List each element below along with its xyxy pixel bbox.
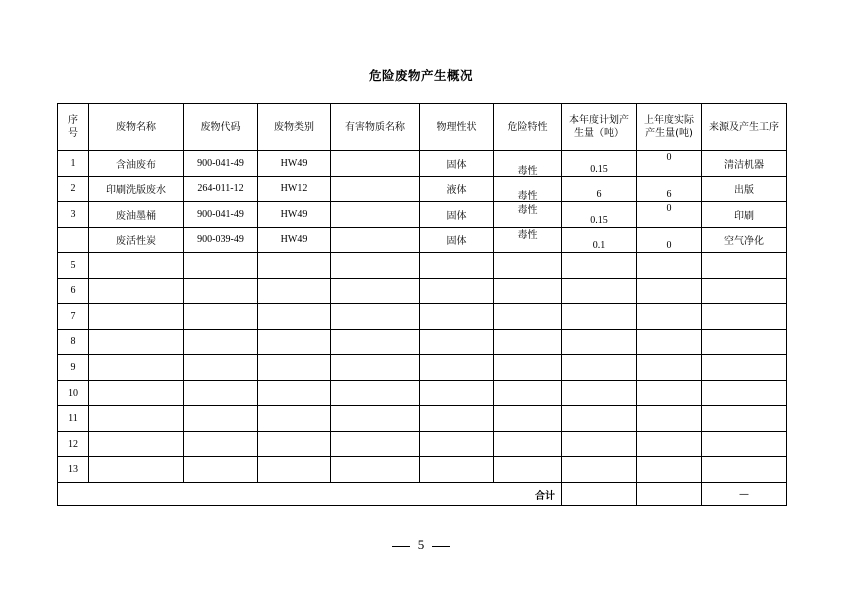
table-row: [58, 304, 787, 330]
cell-hazard-substance: [331, 151, 420, 177]
header-category: 废物类别: [258, 104, 331, 151]
source-value: 清洁机器: [724, 159, 764, 171]
plan-output-value: 0.15: [590, 163, 608, 175]
header-hazard-property: 危险特性: [494, 104, 562, 151]
page-number-value: 5: [417, 537, 425, 552]
cell-plan-output: [562, 176, 637, 202]
source-value: 空气净化: [724, 236, 764, 248]
table-row: [58, 227, 787, 253]
cell-plan-output: [562, 253, 637, 279]
code-value: 900-041-49: [197, 157, 244, 169]
source-value: 出版: [734, 185, 754, 197]
header-hazard-substance: 有害物质名称: [331, 104, 420, 151]
cell-hazard-property: [494, 329, 562, 355]
physical-state-value: 液体: [446, 185, 467, 197]
cell-code: [184, 227, 258, 253]
cell-code: [184, 406, 258, 432]
hazard-property-value: 毒性: [517, 191, 538, 202]
last-output-value: 0: [666, 240, 672, 252]
cell-hazard-substance: [331, 329, 420, 355]
cell-code: [184, 151, 258, 177]
cell-hazard-property: [494, 176, 562, 202]
cell-category: [258, 176, 331, 202]
total-source: —: [702, 483, 787, 506]
category-value: HW49: [280, 157, 308, 169]
seq-value: 5: [70, 259, 76, 271]
physical-state-value: 固体: [446, 236, 467, 248]
cell-category: [258, 304, 331, 330]
table-header-row: [58, 104, 787, 151]
cell-last-output: [637, 380, 702, 406]
cell-physical-state: [420, 431, 494, 457]
cell-plan-output: [562, 380, 637, 406]
cell-seq: [58, 253, 89, 279]
name-value: 废活性炭: [116, 236, 156, 248]
cell-seq: [58, 176, 89, 202]
table-row: [58, 176, 787, 202]
cell-name: [89, 227, 184, 253]
category-value: HW49: [280, 234, 308, 246]
cell-name: [89, 431, 184, 457]
cell-code: [184, 329, 258, 355]
hazard-property-value: 毒性: [517, 230, 538, 242]
seq-value: 13: [68, 464, 78, 476]
cell-source: [702, 431, 787, 457]
cell-seq: [58, 457, 89, 483]
cell-seq: [58, 202, 89, 228]
hazard-property-value: 毒性: [517, 204, 538, 216]
plan-output-value: 6: [596, 189, 602, 201]
category-value: HW12: [280, 183, 308, 195]
cell-category: [258, 202, 331, 228]
cell-last-output: [637, 355, 702, 381]
cell-name: [89, 457, 184, 483]
name-value: 废油墨桶: [116, 210, 156, 222]
hazard-property-value: 毒性: [517, 165, 538, 177]
plan-output-value: 0.1: [592, 240, 606, 252]
cell-code: [184, 176, 258, 202]
table-row: [58, 151, 787, 177]
cell-last-output: [637, 202, 702, 228]
cell-hazard-property: [494, 380, 562, 406]
code-value: 900-039-49: [197, 234, 244, 246]
seq-value: 3: [70, 208, 76, 220]
cell-name: [89, 253, 184, 279]
cell-source: [702, 202, 787, 228]
cell-plan-output: [562, 329, 637, 355]
cell-hazard-substance: [331, 227, 420, 253]
seq-value: 6: [70, 285, 76, 297]
cell-hazard-property: [494, 227, 562, 253]
last-output-value: 0: [666, 202, 672, 214]
cell-name: [89, 151, 184, 177]
cell-physical-state: [420, 329, 494, 355]
cell-plan-output: [562, 227, 637, 253]
cell-last-output: [637, 329, 702, 355]
cell-code: [184, 431, 258, 457]
cell-hazard-substance: [331, 380, 420, 406]
cell-seq: [58, 431, 89, 457]
cell-physical-state: [420, 176, 494, 202]
cell-category: [258, 457, 331, 483]
cell-hazard-substance: [331, 202, 420, 228]
cell-seq: [58, 355, 89, 381]
cell-hazard-substance: [331, 431, 420, 457]
cell-category: [258, 278, 331, 304]
seq-value: 8: [70, 336, 76, 348]
cell-hazard-property: [494, 278, 562, 304]
cell-hazard-substance: [331, 355, 420, 381]
cell-source: [702, 380, 787, 406]
cell-seq: [58, 380, 89, 406]
cell-seq: [58, 304, 89, 330]
seq-value: 2: [70, 183, 76, 195]
table-row: [58, 253, 787, 279]
cell-last-output: [637, 304, 702, 330]
cell-code: [184, 355, 258, 381]
cell-source: [702, 355, 787, 381]
cell-physical-state: [420, 278, 494, 304]
cell-source: [702, 304, 787, 330]
header-seq: 序 号: [58, 104, 89, 151]
cell-code: [184, 202, 258, 228]
cell-source: [702, 227, 787, 253]
header-plan-output: 本年度计划产生量（吨）: [562, 104, 637, 151]
seq-value: 9: [70, 362, 76, 374]
cell-physical-state: [420, 304, 494, 330]
code-value: 264-011-12: [197, 183, 244, 195]
page-title: 危险废物产生概况: [368, 68, 473, 83]
cell-plan-output: [562, 202, 637, 228]
seq-value: 7: [70, 310, 76, 322]
cell-physical-state: [420, 227, 494, 253]
seq-value: 11: [68, 413, 78, 425]
cell-category: [258, 355, 331, 381]
cell-hazard-property: [494, 151, 562, 177]
cell-hazard-property: [494, 431, 562, 457]
name-value: 印刷洗版废水: [106, 185, 166, 197]
cell-plan-output: [562, 278, 637, 304]
cell-source: [702, 457, 787, 483]
cell-hazard-substance: [331, 278, 420, 304]
dash-left: [392, 546, 410, 547]
seq-value: 12: [68, 438, 78, 450]
plan-output-value: 0.15: [590, 214, 608, 226]
total-last-output: [637, 483, 702, 506]
cell-source: [702, 176, 787, 202]
cell-category: [258, 431, 331, 457]
cell-category: [258, 151, 331, 177]
cell-physical-state: [420, 380, 494, 406]
page-number: [0, 537, 842, 553]
cell-physical-state: [420, 406, 494, 432]
cell-code: [184, 278, 258, 304]
cell-last-output: [637, 431, 702, 457]
cell-seq: [58, 227, 89, 253]
cell-last-output: [637, 176, 702, 202]
code-value: 900-041-49: [197, 208, 244, 220]
table-row: [58, 431, 787, 457]
cell-physical-state: [420, 151, 494, 177]
cell-hazard-property: [494, 355, 562, 381]
cell-plan-output: [562, 431, 637, 457]
cell-hazard-property: [494, 457, 562, 483]
cell-plan-output: [562, 406, 637, 432]
cell-name: [89, 278, 184, 304]
cell-plan-output: [562, 457, 637, 483]
cell-name: [89, 329, 184, 355]
cell-code: [184, 304, 258, 330]
cell-plan-output: [562, 355, 637, 381]
last-output-value: 0: [666, 151, 672, 163]
cell-last-output: [637, 253, 702, 279]
cell-hazard-property: [494, 202, 562, 228]
cell-category: [258, 253, 331, 279]
cell-code: [184, 380, 258, 406]
physical-state-value: 固体: [446, 159, 467, 171]
seq-value: 10: [68, 387, 78, 399]
hazardous-waste-table: [57, 103, 787, 506]
header-physical-state: 物理性状: [420, 104, 494, 151]
cell-physical-state: [420, 253, 494, 279]
table-row: [58, 278, 787, 304]
cell-physical-state: [420, 457, 494, 483]
cell-code: [184, 457, 258, 483]
cell-hazard-property: [494, 406, 562, 432]
header-name: 废物名称: [89, 104, 184, 151]
cell-source: [702, 329, 787, 355]
table-row: [58, 355, 787, 381]
cell-seq: [58, 151, 89, 177]
cell-hazard-property: [494, 253, 562, 279]
total-row: [58, 483, 787, 506]
cell-category: [258, 406, 331, 432]
cell-last-output: [637, 278, 702, 304]
cell-name: [89, 355, 184, 381]
physical-state-value: 固体: [446, 210, 467, 222]
cell-name: [89, 176, 184, 202]
table-row: [58, 380, 787, 406]
seq-value: 1: [70, 157, 76, 169]
cell-source: [702, 253, 787, 279]
dash-right: [432, 546, 450, 547]
table-row: [58, 406, 787, 432]
cell-hazard-substance: [331, 304, 420, 330]
total-plan-output: [562, 483, 637, 506]
source-value: 印刷: [734, 210, 754, 222]
cell-seq: [58, 278, 89, 304]
table-row: [58, 457, 787, 483]
total-label: 合计: [58, 483, 562, 506]
cell-last-output: [637, 457, 702, 483]
header-source: 来源及产生工序: [702, 104, 787, 151]
cell-name: [89, 406, 184, 432]
header-code: 废物代码: [184, 104, 258, 151]
cell-last-output: [637, 227, 702, 253]
table-row: [58, 329, 787, 355]
cell-hazard-substance: [331, 457, 420, 483]
name-value: 含油废布: [116, 159, 156, 171]
cell-physical-state: [420, 355, 494, 381]
cell-seq: [58, 329, 89, 355]
table-row: [58, 202, 787, 228]
cell-category: [258, 227, 331, 253]
cell-hazard-substance: [331, 176, 420, 202]
cell-source: [702, 151, 787, 177]
cell-category: [258, 380, 331, 406]
cell-source: [702, 406, 787, 432]
category-value: HW49: [280, 208, 308, 220]
cell-last-output: [637, 406, 702, 432]
cell-name: [89, 304, 184, 330]
cell-hazard-substance: [331, 253, 420, 279]
cell-name: [89, 202, 184, 228]
cell-plan-output: [562, 151, 637, 177]
cell-plan-output: [562, 304, 637, 330]
cell-physical-state: [420, 202, 494, 228]
cell-name: [89, 380, 184, 406]
cell-code: [184, 253, 258, 279]
header-last-output: 上年度实际产生量(吨): [637, 104, 702, 151]
cell-category: [258, 329, 331, 355]
cell-hazard-property: [494, 304, 562, 330]
last-output-value: 6: [666, 189, 672, 201]
cell-hazard-substance: [331, 406, 420, 432]
cell-source: [702, 278, 787, 304]
cell-last-output: [637, 151, 702, 177]
cell-seq: [58, 406, 89, 432]
